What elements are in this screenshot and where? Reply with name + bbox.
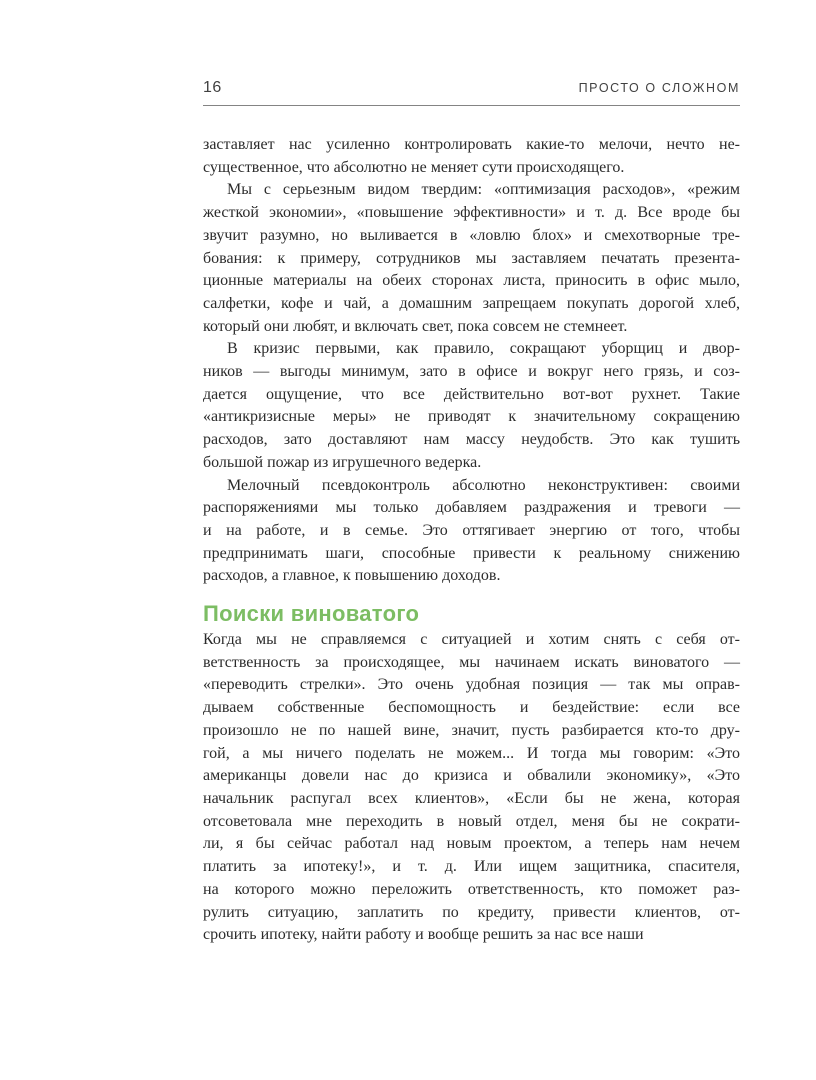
text-line: ветственность за происходящее, мы начинаем искать виноватого —	[203, 653, 740, 671]
text-line: распоряжениями мы только добавляем раздражения и тревоги —	[203, 499, 740, 517]
paragraph	[203, 475, 740, 589]
text-line: заставляет нас усиленно контролировать какие-то мелочи, нечто не-	[203, 136, 740, 153]
text-line: срочить ипотеку, найти работу и вообще решить за нас все наши	[203, 926, 644, 944]
text-line: жесткой экономии», «повышение эффективности» и т. д. Все вроде бы	[203, 204, 740, 222]
text-line: американцы довели нас до кризиса и обвалили экономику», «Это	[203, 767, 740, 785]
section-heading: Поиски виноватого	[203, 601, 420, 627]
text-line: ников — выгоды минимум, зато в офисе и вокруг него грязь, и соз-	[203, 363, 740, 381]
text-line: существенное, что абсолютно не меняет сути происходящего.	[203, 158, 625, 176]
text-line: на которого можно переложить ответственность, кто поможет раз-	[203, 880, 740, 898]
page-number: 16	[203, 79, 222, 96]
text-line: Когда мы не справляемся с ситуацией и хотим снять с себя от-	[203, 631, 740, 649]
text-line: бования: к примеру, сотрудников мы заставляем печатать презента-	[203, 249, 740, 267]
text-line: ционные материалы на обеих сторонах листа, приносить в офис мыло,	[203, 272, 740, 290]
text-line: «переводить стрелки». Это очень удобная позиция — так мы оправ-	[203, 676, 740, 694]
text-line: «антикризисные меры» не приводят к значительному сокращению	[203, 408, 740, 426]
paragraph	[203, 179, 740, 338]
header-rule	[203, 105, 740, 106]
text-line: предпринимать шаги, способные привести к реальному снижению	[203, 544, 740, 562]
body-text	[203, 134, 740, 947]
text-line: гой, а мы ничего поделать не можем... И тогда мы говорим: «Это	[203, 744, 740, 762]
running-title: ПРОСТО О СЛОЖНОМ	[578, 81, 740, 95]
text-line: рулить ситуацию, заплатить по кредиту, привести клиентов, от-	[203, 903, 740, 921]
paragraph	[203, 629, 740, 947]
text-line: дываем собственные беспомощность и бездействие: если все	[203, 699, 740, 717]
paragraph	[203, 338, 740, 474]
text-line: Мелочный псевдоконтроль абсолютно неконструктивен: своими	[227, 476, 740, 494]
text-line: начальник распугал всех клиентов», «Если бы не жена, которая	[203, 789, 740, 807]
text-line: звучит разумно, но выливается в «ловлю блох» и смехотворные тре-	[203, 226, 740, 244]
text-line: Мы с серьезным видом твердим: «оптимизация расходов», «режим	[227, 181, 740, 199]
text-line: большой пожар из игрушечного ведерка.	[203, 453, 482, 471]
text-line: произошло не по нашей вине, значит, пусть разбирается кто-то дру-	[203, 721, 740, 739]
text-line: салфетки, кофе и чай, а домашним запрещаем покупать дорогой хлеб,	[203, 294, 740, 312]
text-line: В кризис первыми, как правило, сокращают уборщиц и двор-	[227, 340, 740, 358]
text-line: и на работе, и в семье. Это оттягивает энергию от того, чтобы	[203, 521, 740, 539]
text-line: расходов, а главное, к повышению доходов.	[203, 567, 501, 585]
page-header	[203, 79, 740, 97]
text-line: дается ощущение, что все действительно вот-вот рухнет. Такие	[203, 385, 740, 403]
text-line: ли, я бы сейчас работал над новым проектом, а теперь нам нечем	[203, 835, 740, 853]
text-line: который они любят, и включать свет, пока совсем не стемнеет.	[203, 317, 628, 335]
text-line: расходов, зато доставляют нам массу неудобств. Это как тушить	[203, 431, 740, 449]
text-line: платить за ипотеку!», и т. д. Или ищем защитника, спасителя,	[203, 858, 740, 876]
text-line: отсоветовала мне переходить в новый отдел, меня бы не сократи-	[203, 812, 740, 830]
paragraph	[203, 134, 740, 179]
